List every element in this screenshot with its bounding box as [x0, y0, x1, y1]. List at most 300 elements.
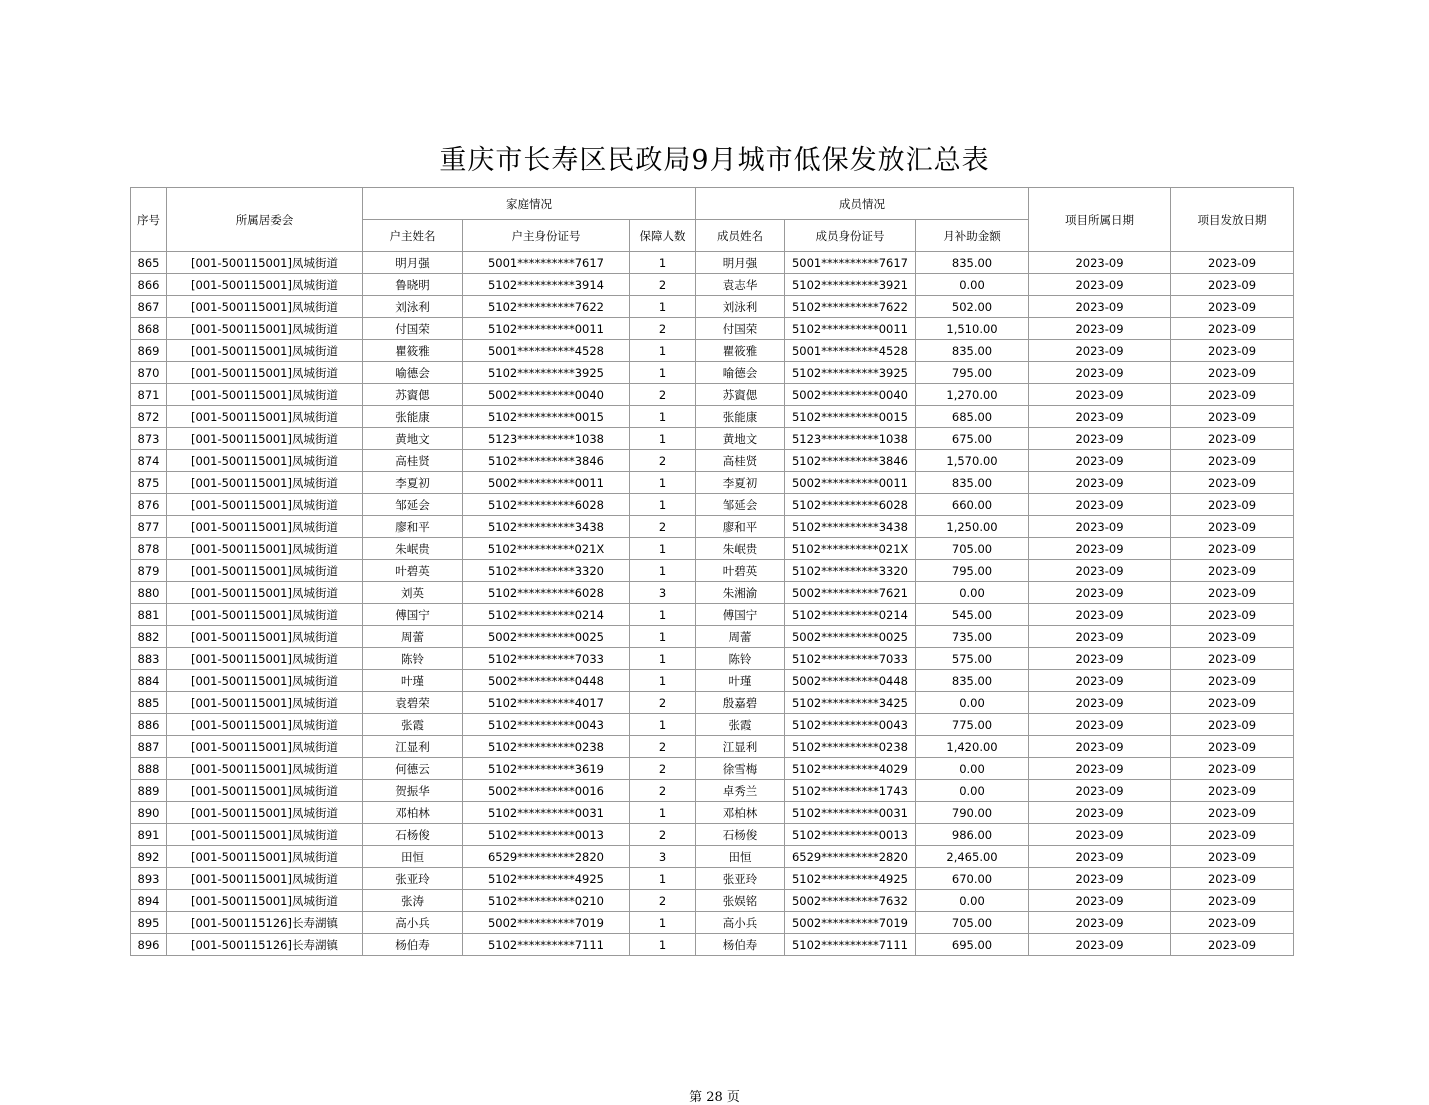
cell-member-name: 张霞: [696, 714, 785, 736]
table-row: [131, 736, 1294, 758]
cell-project-date: 2023-09: [1029, 692, 1171, 714]
cell-monthly-amount: 795.00: [916, 560, 1029, 582]
cell-head-name: 邹延会: [363, 494, 463, 516]
cell-insured-count: 2: [630, 516, 696, 538]
page-number: 第 28 页: [689, 1090, 740, 1105]
cell-head-name: 张涛: [363, 890, 463, 912]
header-head-name: 户主姓名: [363, 220, 463, 252]
cell-community: [001-500115001]凤城街道: [167, 692, 363, 714]
cell-project-date: 2023-09: [1029, 736, 1171, 758]
cell-head-id: 5102**********6028: [463, 494, 630, 516]
cell-project-date: 2023-09: [1029, 362, 1171, 384]
cell-monthly-amount: 705.00: [916, 912, 1029, 934]
cell-insured-count: 2: [630, 780, 696, 802]
cell-head-name: 何德云: [363, 758, 463, 780]
table-row: [131, 846, 1294, 868]
cell-seq: 876: [131, 494, 167, 516]
cell-member-name: 高小兵: [696, 912, 785, 934]
cell-head-id: 5102**********7033: [463, 648, 630, 670]
cell-project-date: 2023-09: [1029, 494, 1171, 516]
cell-member-name: 刘泳利: [696, 296, 785, 318]
cell-seq: 890: [131, 802, 167, 824]
cell-head-name: 陈铃: [363, 648, 463, 670]
cell-seq: 879: [131, 560, 167, 582]
cell-issue-date: 2023-09: [1171, 626, 1294, 648]
cell-member-id: 5002**********7621: [785, 582, 916, 604]
cell-seq: 887: [131, 736, 167, 758]
table-row: [131, 450, 1294, 472]
cell-member-id: 5102**********0031: [785, 802, 916, 824]
cell-head-id: 5102**********4017: [463, 692, 630, 714]
cell-community: [001-500115001]凤城街道: [167, 868, 363, 890]
cell-head-id: 5102**********3846: [463, 450, 630, 472]
cell-project-date: 2023-09: [1029, 406, 1171, 428]
cell-head-name: 叶瑾: [363, 670, 463, 692]
cell-seq: 870: [131, 362, 167, 384]
cell-seq: 875: [131, 472, 167, 494]
cell-monthly-amount: 835.00: [916, 340, 1029, 362]
cell-issue-date: 2023-09: [1171, 692, 1294, 714]
cell-member-id: 5102**********021X: [785, 538, 916, 560]
cell-monthly-amount: 675.00: [916, 428, 1029, 450]
cell-head-id: 5102**********0210: [463, 890, 630, 912]
cell-member-id: 5001**********4528: [785, 340, 916, 362]
cell-head-name: 刘泳利: [363, 296, 463, 318]
cell-insured-count: 1: [630, 626, 696, 648]
cell-monthly-amount: 790.00: [916, 802, 1029, 824]
table-row: [131, 252, 1294, 274]
table-row: [131, 912, 1294, 934]
cell-community: [001-500115001]凤城街道: [167, 560, 363, 582]
cell-issue-date: 2023-09: [1171, 582, 1294, 604]
cell-seq: 886: [131, 714, 167, 736]
cell-issue-date: 2023-09: [1171, 604, 1294, 626]
cell-project-date: 2023-09: [1029, 252, 1171, 274]
cell-issue-date: 2023-09: [1171, 406, 1294, 428]
cell-project-date: 2023-09: [1029, 648, 1171, 670]
table-row: [131, 494, 1294, 516]
cell-member-id: 5102**********3425: [785, 692, 916, 714]
cell-community: [001-500115001]凤城街道: [167, 472, 363, 494]
cell-insured-count: 1: [630, 252, 696, 274]
cell-monthly-amount: 545.00: [916, 604, 1029, 626]
table-row: [131, 582, 1294, 604]
table-row: [131, 296, 1294, 318]
cell-insured-count: 1: [630, 560, 696, 582]
cell-project-date: 2023-09: [1029, 868, 1171, 890]
cell-project-date: 2023-09: [1029, 582, 1171, 604]
cell-head-name: 付国荣: [363, 318, 463, 340]
cell-head-id: 5123**********1038: [463, 428, 630, 450]
table-row: [131, 648, 1294, 670]
cell-project-date: 2023-09: [1029, 934, 1171, 956]
cell-issue-date: 2023-09: [1171, 384, 1294, 406]
cell-issue-date: 2023-09: [1171, 340, 1294, 362]
cell-monthly-amount: 2,465.00: [916, 846, 1029, 868]
cell-issue-date: 2023-09: [1171, 670, 1294, 692]
cell-seq: 873: [131, 428, 167, 450]
cell-seq: 883: [131, 648, 167, 670]
cell-project-date: 2023-09: [1029, 780, 1171, 802]
cell-insured-count: 1: [630, 428, 696, 450]
cell-project-date: 2023-09: [1029, 824, 1171, 846]
cell-member-name: 张能康: [696, 406, 785, 428]
cell-insured-count: 2: [630, 692, 696, 714]
cell-member-id: 5002**********0011: [785, 472, 916, 494]
cell-issue-date: 2023-09: [1171, 428, 1294, 450]
table-row: [131, 384, 1294, 406]
cell-head-name: 袁碧荣: [363, 692, 463, 714]
cell-member-name: 高桂贤: [696, 450, 785, 472]
table-row: [131, 428, 1294, 450]
cell-community: [001-500115001]凤城街道: [167, 758, 363, 780]
cell-seq: 888: [131, 758, 167, 780]
cell-head-name: 刘英: [363, 582, 463, 604]
cell-member-id: 5102**********3438: [785, 516, 916, 538]
cell-community: [001-500115001]凤城街道: [167, 736, 363, 758]
cell-seq: 896: [131, 934, 167, 956]
cell-seq: 884: [131, 670, 167, 692]
cell-monthly-amount: 0.00: [916, 780, 1029, 802]
table-row: [131, 516, 1294, 538]
cell-insured-count: 1: [630, 604, 696, 626]
header-issue-date: 项目发放日期: [1171, 188, 1294, 252]
cell-head-id: 5002**********0448: [463, 670, 630, 692]
cell-issue-date: 2023-09: [1171, 890, 1294, 912]
cell-issue-date: 2023-09: [1171, 758, 1294, 780]
cell-issue-date: 2023-09: [1171, 868, 1294, 890]
cell-monthly-amount: 575.00: [916, 648, 1029, 670]
cell-issue-date: 2023-09: [1171, 824, 1294, 846]
cell-community: [001-500115001]凤城街道: [167, 406, 363, 428]
table-row: [131, 274, 1294, 296]
cell-project-date: 2023-09: [1029, 516, 1171, 538]
header-head-id: 户主身份证号: [463, 220, 630, 252]
cell-community: [001-500115001]凤城街道: [167, 340, 363, 362]
cell-community: [001-500115001]凤城街道: [167, 714, 363, 736]
cell-insured-count: 1: [630, 868, 696, 890]
cell-head-name: 高桂贤: [363, 450, 463, 472]
table-header: [131, 188, 1294, 252]
cell-member-name: 叶瑾: [696, 670, 785, 692]
cell-head-name: 张亚玲: [363, 868, 463, 890]
cell-insured-count: 1: [630, 406, 696, 428]
cell-member-name: 陈铃: [696, 648, 785, 670]
cell-issue-date: 2023-09: [1171, 296, 1294, 318]
cell-monthly-amount: 795.00: [916, 362, 1029, 384]
cell-seq: 868: [131, 318, 167, 340]
cell-head-id: 5102**********4925: [463, 868, 630, 890]
table-row: [131, 758, 1294, 780]
cell-issue-date: 2023-09: [1171, 274, 1294, 296]
cell-member-name: 田恒: [696, 846, 785, 868]
cell-head-name: 傅国宁: [363, 604, 463, 626]
header-member-name: 成员姓名: [696, 220, 785, 252]
cell-insured-count: 2: [630, 758, 696, 780]
cell-head-name: 瞿筱雅: [363, 340, 463, 362]
cell-insured-count: 2: [630, 736, 696, 758]
cell-project-date: 2023-09: [1029, 472, 1171, 494]
cell-head-name: 鲁晓明: [363, 274, 463, 296]
cell-monthly-amount: 835.00: [916, 472, 1029, 494]
cell-project-date: 2023-09: [1029, 318, 1171, 340]
table-row: [131, 802, 1294, 824]
cell-community: [001-500115001]凤城街道: [167, 604, 363, 626]
cell-monthly-amount: 1,270.00: [916, 384, 1029, 406]
cell-insured-count: 2: [630, 890, 696, 912]
cell-seq: 866: [131, 274, 167, 296]
cell-community: [001-500115001]凤城街道: [167, 516, 363, 538]
cell-member-name: 苏賨偲: [696, 384, 785, 406]
cell-head-id: 5102**********7622: [463, 296, 630, 318]
cell-member-name: 黄地文: [696, 428, 785, 450]
table-row: [131, 362, 1294, 384]
cell-insured-count: 2: [630, 274, 696, 296]
cell-community: [001-500115001]凤城街道: [167, 318, 363, 340]
cell-head-id: 5102**********0011: [463, 318, 630, 340]
cell-community: [001-500115001]凤城街道: [167, 450, 363, 472]
cell-community: [001-500115001]凤城街道: [167, 890, 363, 912]
cell-monthly-amount: 835.00: [916, 252, 1029, 274]
cell-head-name: 贺振华: [363, 780, 463, 802]
cell-member-id: 5002**********0040: [785, 384, 916, 406]
cell-issue-date: 2023-09: [1171, 318, 1294, 340]
cell-member-name: 周蕾: [696, 626, 785, 648]
cell-insured-count: 1: [630, 472, 696, 494]
cell-community: [001-500115001]凤城街道: [167, 626, 363, 648]
cell-insured-count: 1: [630, 934, 696, 956]
cell-community: [001-500115001]凤城街道: [167, 494, 363, 516]
cell-member-name: 张亚玲: [696, 868, 785, 890]
cell-head-name: 周蕾: [363, 626, 463, 648]
cell-head-id: 5002**********0016: [463, 780, 630, 802]
cell-project-date: 2023-09: [1029, 384, 1171, 406]
cell-seq: 867: [131, 296, 167, 318]
cell-head-id: 5002**********0011: [463, 472, 630, 494]
table-row: [131, 780, 1294, 802]
cell-community: [001-500115126]长寿湖镇: [167, 934, 363, 956]
cell-seq: 885: [131, 692, 167, 714]
cell-issue-date: 2023-09: [1171, 450, 1294, 472]
cell-member-name: 邹延会: [696, 494, 785, 516]
cell-monthly-amount: 0.00: [916, 692, 1029, 714]
cell-insured-count: 1: [630, 912, 696, 934]
cell-issue-date: 2023-09: [1171, 362, 1294, 384]
cell-head-id: 5102**********7111: [463, 934, 630, 956]
cell-member-id: 5102**********3925: [785, 362, 916, 384]
cell-seq: 872: [131, 406, 167, 428]
cell-member-name: 石杨俊: [696, 824, 785, 846]
cell-head-name: 黄地文: [363, 428, 463, 450]
cell-head-name: 苏賨偲: [363, 384, 463, 406]
cell-insured-count: 1: [630, 670, 696, 692]
cell-member-id: 5102**********1743: [785, 780, 916, 802]
cell-head-id: 5102**********3925: [463, 362, 630, 384]
cell-seq: 882: [131, 626, 167, 648]
cell-head-name: 杨伯寿: [363, 934, 463, 956]
cell-head-name: 张能康: [363, 406, 463, 428]
table-row: [131, 318, 1294, 340]
cell-head-id: 5102**********3914: [463, 274, 630, 296]
cell-member-id: 5102**********0238: [785, 736, 916, 758]
cell-seq: 895: [131, 912, 167, 934]
cell-member-name: 张娱铭: [696, 890, 785, 912]
cell-issue-date: 2023-09: [1171, 516, 1294, 538]
cell-head-id: 5102**********0214: [463, 604, 630, 626]
cell-monthly-amount: 670.00: [916, 868, 1029, 890]
cell-community: [001-500115001]凤城街道: [167, 362, 363, 384]
cell-issue-date: 2023-09: [1171, 538, 1294, 560]
table-row: [131, 538, 1294, 560]
header-project-date: 项目所属日期: [1029, 188, 1171, 252]
cell-head-name: 田恒: [363, 846, 463, 868]
cell-issue-date: 2023-09: [1171, 934, 1294, 956]
cell-member-id: 5002**********7632: [785, 890, 916, 912]
cell-community: [001-500115001]凤城街道: [167, 846, 363, 868]
cell-insured-count: 3: [630, 582, 696, 604]
cell-seq: 874: [131, 450, 167, 472]
table-row: [131, 670, 1294, 692]
cell-monthly-amount: 775.00: [916, 714, 1029, 736]
cell-project-date: 2023-09: [1029, 714, 1171, 736]
cell-monthly-amount: 1,510.00: [916, 318, 1029, 340]
table-row: [131, 692, 1294, 714]
cell-member-name: 李夏初: [696, 472, 785, 494]
cell-member-id: 5102**********0011: [785, 318, 916, 340]
cell-project-date: 2023-09: [1029, 758, 1171, 780]
cell-insured-count: 1: [630, 714, 696, 736]
cell-member-id: 5123**********1038: [785, 428, 916, 450]
cell-community: [001-500115001]凤城街道: [167, 824, 363, 846]
cell-project-date: 2023-09: [1029, 538, 1171, 560]
cell-member-name: 明月强: [696, 252, 785, 274]
cell-member-id: 5102**********7111: [785, 934, 916, 956]
cell-member-name: 喻德会: [696, 362, 785, 384]
cell-head-id: 5002**********0040: [463, 384, 630, 406]
cell-project-date: 2023-09: [1029, 428, 1171, 450]
cell-project-date: 2023-09: [1029, 340, 1171, 362]
cell-insured-count: 1: [630, 362, 696, 384]
cell-issue-date: 2023-09: [1171, 252, 1294, 274]
header-monthly-amount: 月补助金额: [916, 220, 1029, 252]
cell-monthly-amount: 0.00: [916, 758, 1029, 780]
cell-monthly-amount: 735.00: [916, 626, 1029, 648]
cell-insured-count: 2: [630, 450, 696, 472]
cell-project-date: 2023-09: [1029, 670, 1171, 692]
table-row: [131, 604, 1294, 626]
page-title: 重庆市长寿区民政局9月城市低保发放汇总表: [439, 145, 990, 176]
cell-head-id: 5102**********021X: [463, 538, 630, 560]
cell-head-id: 5102**********0015: [463, 406, 630, 428]
cell-community: [001-500115001]凤城街道: [167, 274, 363, 296]
cell-member-id: 5002**********0448: [785, 670, 916, 692]
cell-member-id: 5102**********3320: [785, 560, 916, 582]
cell-seq: 865: [131, 252, 167, 274]
cell-insured-count: 2: [630, 318, 696, 340]
cell-project-date: 2023-09: [1029, 450, 1171, 472]
cell-member-id: 6529**********2820: [785, 846, 916, 868]
table-row: [131, 890, 1294, 912]
table-row: [131, 472, 1294, 494]
header-insured-count: 保障人数: [630, 220, 696, 252]
cell-insured-count: 2: [630, 824, 696, 846]
cell-issue-date: 2023-09: [1171, 802, 1294, 824]
cell-monthly-amount: 660.00: [916, 494, 1029, 516]
cell-head-id: 5002**********7019: [463, 912, 630, 934]
header-seq: 序号: [131, 188, 167, 252]
header-member-group: 成员情况: [696, 188, 1029, 220]
cell-member-id: 5001**********7617: [785, 252, 916, 274]
cell-member-name: 瞿筱雅: [696, 340, 785, 362]
cell-seq: 871: [131, 384, 167, 406]
cell-head-id: 5102**********0043: [463, 714, 630, 736]
cell-member-name: 徐雪梅: [696, 758, 785, 780]
cell-member-name: 殷嘉碧: [696, 692, 785, 714]
cell-insured-count: 1: [630, 494, 696, 516]
cell-head-name: 高小兵: [363, 912, 463, 934]
cell-monthly-amount: 1,420.00: [916, 736, 1029, 758]
cell-project-date: 2023-09: [1029, 912, 1171, 934]
cell-project-date: 2023-09: [1029, 626, 1171, 648]
cell-seq: 894: [131, 890, 167, 912]
cell-community: [001-500115001]凤城街道: [167, 802, 363, 824]
cell-member-id: 5102**********0015: [785, 406, 916, 428]
cell-monthly-amount: 986.00: [916, 824, 1029, 846]
table-row: [131, 868, 1294, 890]
cell-issue-date: 2023-09: [1171, 648, 1294, 670]
cell-member-id: 5102**********0013: [785, 824, 916, 846]
cell-member-id: 5102**********6028: [785, 494, 916, 516]
cell-monthly-amount: 1,250.00: [916, 516, 1029, 538]
cell-monthly-amount: 0.00: [916, 890, 1029, 912]
header-community: 所属居委会: [167, 188, 363, 252]
cell-head-id: 5001**********4528: [463, 340, 630, 362]
cell-community: [001-500115001]凤城街道: [167, 428, 363, 450]
cell-insured-count: 1: [630, 538, 696, 560]
cell-project-date: 2023-09: [1029, 604, 1171, 626]
cell-head-name: 廖和平: [363, 516, 463, 538]
table-row: [131, 824, 1294, 846]
cell-issue-date: 2023-09: [1171, 714, 1294, 736]
cell-head-id: 5102**********0031: [463, 802, 630, 824]
cell-member-name: 傅国宁: [696, 604, 785, 626]
cell-seq: 880: [131, 582, 167, 604]
cell-member-id: 5102**********3846: [785, 450, 916, 472]
cell-member-name: 朱湘渝: [696, 582, 785, 604]
cell-member-name: 杨伯寿: [696, 934, 785, 956]
cell-head-name: 张霞: [363, 714, 463, 736]
cell-monthly-amount: 0.00: [916, 274, 1029, 296]
cell-community: [001-500115001]凤城街道: [167, 252, 363, 274]
cell-insured-count: 1: [630, 296, 696, 318]
cell-monthly-amount: 502.00: [916, 296, 1029, 318]
cell-member-name: 卓秀兰: [696, 780, 785, 802]
header-member-id: 成员身份证号: [785, 220, 916, 252]
cell-project-date: 2023-09: [1029, 296, 1171, 318]
cell-head-name: 喻德会: [363, 362, 463, 384]
cell-head-id: 5102**********3320: [463, 560, 630, 582]
cell-project-date: 2023-09: [1029, 846, 1171, 868]
cell-head-id: 5002**********0025: [463, 626, 630, 648]
cell-head-id: 6529**********2820: [463, 846, 630, 868]
cell-monthly-amount: 835.00: [916, 670, 1029, 692]
cell-head-id: 5102**********6028: [463, 582, 630, 604]
cell-seq: 881: [131, 604, 167, 626]
cell-head-id: 5001**********7617: [463, 252, 630, 274]
cell-head-name: 石杨俊: [363, 824, 463, 846]
cell-member-id: 5002**********7019: [785, 912, 916, 934]
cell-project-date: 2023-09: [1029, 274, 1171, 296]
